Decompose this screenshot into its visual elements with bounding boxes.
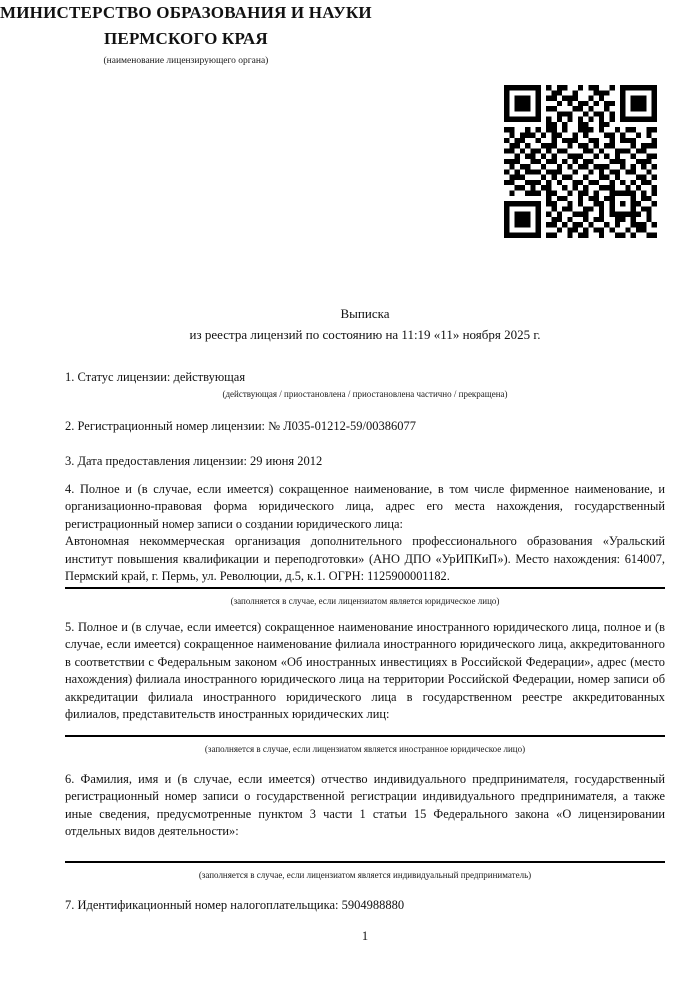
- license-status-line: 1. Статус лицензии: действующая: [65, 370, 246, 384]
- ministry-name-line1: МИНИСТЕРСТВО ОБРАЗОВАНИЯ И НАУКИ: [0, 3, 372, 22]
- legal-entity-preamble: 4. Полное и (в случае, если имеется) сокращенное наименование, в том числе фирменное наименование, и организационно-правовая форма юридического лица, адрес его места нахождения, государственный регистрационный номер записи о создании юридического лица:: [65, 482, 665, 531]
- legal-entity-caption: (заполняется в случае, если лицензиатом является юридическое лицо): [230, 596, 500, 606]
- foreign-entity-preamble: 5. Полное и (в случае, если имеется) сокращенное наименование иностранного юридического лица, полное и (в случае, если имеется) сокращенное наименование филиала иностранного юридического лица, аккредитованного в соответствии с Федеральным законом «Об иностранных инвестициях в Российской Федерации», адрес (место нахождения) филиала иностранного юридического лица на территории Российской Федерации, номер записи об аккредитации филиала иностранного юридического лица в государственном реестре аккредитованных филиалов, представительств иностранных юридических лиц:: [65, 620, 665, 722]
- separator-line-legal-entity: [65, 587, 665, 589]
- license-status-caption: (действующая / приостановлена / приостановлена частично / прекращена): [222, 389, 508, 399]
- entrepreneur-preamble: 6. Фамилия, имя и (в случае, если имеется) отчество индивидуального предпринимателя, государственный регистрационный номер записи о государственной регистрации индивидуального предпринимателя, а также иные сведения, предусмотренные пунктом 3 части 1 статьи 15 Федерального закона «О лицензировании отдельных видов деятельности»:: [65, 772, 665, 839]
- legal-entity-value: Автономная некоммерческая организация дополнительного профессионального образования «Уральский институт повышения квалификации и переподготовки» (АНО ДПО «УрИПКиП»). Место нахождения: 614007, Пермский край, г. Пермь, ул. Революции, д.5, к.1. ОГРН: 1125900001182.: [65, 534, 665, 584]
- taxpayer-number-line: 7. Идентификационный номер налогоплательщика: 5904988880: [65, 898, 405, 912]
- page-number: 1: [361, 929, 369, 943]
- legal-entity-section: [65, 481, 665, 585]
- foreign-entity-section: [65, 619, 665, 723]
- registration-number-line: 2. Регистрационный номер лицензии: № Л035-01212-59/00386077: [65, 419, 416, 433]
- document-title: [65, 303, 665, 345]
- document-title-line2: из реестра лицензий по состоянию на 11:19 «11» ноября 2025 г.: [189, 327, 541, 342]
- qr-code: [504, 85, 657, 238]
- separator-line-foreign-entity: [65, 735, 665, 737]
- licensing-authority-caption: (наименование лицензирующего органа): [103, 56, 269, 66]
- entrepreneur-section: [65, 771, 665, 841]
- separator-line-entrepreneur: [65, 861, 665, 863]
- ministry-name-line2: ПЕРМСКОГО КРАЯ: [104, 29, 268, 48]
- entrepreneur-caption: (заполняется в случае, если лицензиатом является индивидуальный предприниматель): [198, 870, 532, 880]
- document-title-line1: Выписка: [340, 306, 390, 321]
- grant-date-line: 3. Дата предоставления лицензии: 29 июня 2012: [65, 454, 323, 468]
- licensing-authority-header: [0, 0, 372, 66]
- foreign-entity-caption: (заполняется в случае, если лицензиатом является иностранное юридическое лицо): [204, 744, 526, 754]
